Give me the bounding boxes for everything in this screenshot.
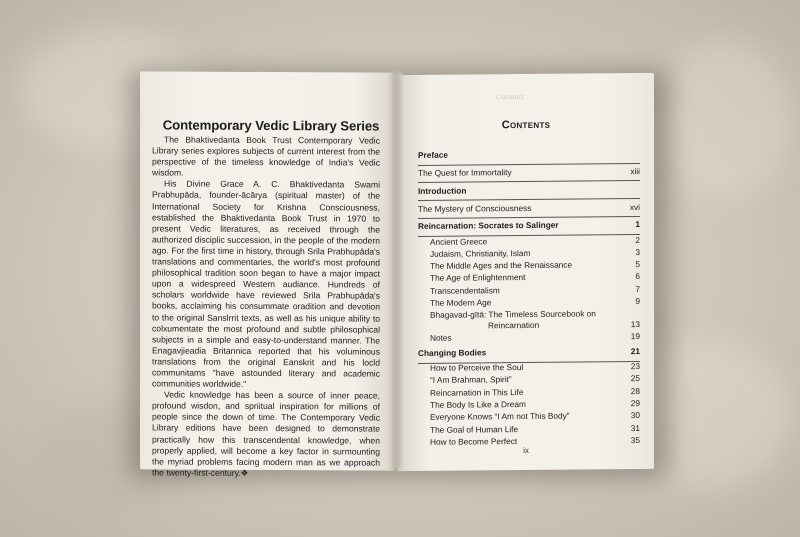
- toc-entry-label: “I Am Brahman, Spirit”: [430, 374, 512, 386]
- toc-entry-page-number: 29: [630, 398, 640, 409]
- toc-entry-label: Reincarnation: Socrates to Salinger: [418, 220, 559, 232]
- toc-entry-row: [418, 163, 640, 182]
- left-page-title: Contemporary Vedic Library Series: [162, 117, 380, 134]
- toc-entry-label: Notes: [430, 332, 452, 343]
- toc-entry-label: Transcendentalism: [430, 284, 500, 296]
- intro-paragraph: The Bhaktivedanta Book Trust Contemporary Vedic Library series explores subjects of current interest from the perspective of the timeless knowledge of India's Vedic wisdom.: [152, 134, 380, 178]
- toc-entry-page-number: 9: [635, 296, 640, 307]
- toc-entry-page-number: 2: [635, 234, 640, 245]
- right-page: [398, 73, 654, 471]
- toc-entry-page-number: 19: [630, 330, 640, 341]
- toc-entry-page-number: 6: [635, 271, 640, 282]
- toc-section-row: [418, 181, 640, 201]
- toc-entry-page-number: xiii: [630, 166, 640, 177]
- toc-entry-page-number: 13: [630, 318, 640, 329]
- book-gutter: [390, 72, 402, 470]
- toc-section-row: [418, 145, 640, 165]
- toc-entry-page-number: 21: [630, 345, 640, 357]
- toc-entry-label: Changing Bodies: [418, 347, 487, 358]
- toc-entry-label: How to Become Perfect: [430, 435, 518, 447]
- toc-entry-label: The Age of Enlightenment: [430, 272, 526, 284]
- toc-entry-page-number: 25: [630, 373, 640, 384]
- toc-entry-label: Introduction: [418, 185, 467, 196]
- toc-entry-label: The Modern Age: [430, 297, 492, 308]
- toc-section-row: [418, 343, 640, 363]
- toc-entry-label: Judaism, Christianity, Islam: [430, 247, 531, 259]
- left-page: [140, 71, 393, 478]
- cloth-fold: [660, 40, 790, 200]
- toc-entry-label: The Goal of Human Life: [430, 423, 519, 435]
- toc-section-row: [418, 216, 640, 236]
- toc-entry-label: The Mystery of Consciousness: [418, 202, 532, 214]
- toc-entry-label: Bhagavad-gītā: The Timeless Sourcebook on: [430, 308, 596, 321]
- toc-entry-label: How to Perceive the Soul: [430, 362, 524, 373]
- toc-entry-page-number: 31: [630, 422, 640, 433]
- toc-entry-page-number: 35: [630, 434, 640, 445]
- toc-entry-row: [418, 199, 640, 218]
- toc-entry-label: Preface: [418, 149, 448, 160]
- toc-entry-page-number: xvi: [629, 201, 640, 212]
- contents-title: Contents: [501, 118, 551, 132]
- founder-paragraph: His Divine Grace A. C. Bhaktivedanta Swami Prabhupāda, founder-ācārya (spiritual master) of the International Society for Krishna Consciousness, established the Bhaktivedanta Book Trust in 1970 to present Vedic literatures, as received through the authorized disciplic succession, in the people of the modern ago. For the first time in history, through Srila Prabhupāda's translations and commentaries, the world's most profound philosophical tradition soon began to have a major impact upon a widespreed Western audiance. Hundreds of scholars worldwide have reviewed Srila Prabhupāda's books, acclaiming his consummate oradition and devotion to the original Sanslrrit texts, as well as his unique ability to colxumentate the most profound and subtle philosophical subjects in a simple and easy-to-understand manner. The Enagavjieadia Britannica reported that his voluminous translations from the original Eanskrit and his locld communitams "have astounded literary and academic communities worldwide.": [152, 178, 380, 389]
- toc-entry-page-number: 3: [635, 246, 640, 257]
- table-of-contents: [418, 145, 640, 449]
- toc-entry-label: Reincarnation: [488, 319, 540, 330]
- left-page-body: [152, 134, 380, 479]
- toc-entry-label: Reincarnation in This Life: [430, 386, 524, 398]
- toc-entry-page-number: 7: [635, 283, 640, 294]
- toc-entry-label: Everyone Knows “I Am not This Body”: [430, 410, 570, 423]
- toc-entry-page-number: 23: [630, 361, 640, 372]
- page-number: ix: [523, 445, 529, 456]
- toc-entry-label: Ancient Greece: [430, 235, 488, 247]
- toc-entry-page-number: 30: [630, 410, 640, 421]
- toc-entry-label: The Middle Ages and the Renaissance: [430, 259, 573, 271]
- toc-entry-label: The Quest for Immortality: [418, 167, 512, 179]
- toc-entry-page-number: 5: [635, 259, 640, 270]
- closing-paragraph: Vedic knowledge has been a source of inner peace, profound wisdon, and spriitual inspiration for millions of people since the down of time. The Contemporary Vedic Library editions have been designed to demonstrate practically how this transcendental knowledge, when properly applied, will become a key factor in surmounting the myriad problems facing modern man as we approach the twenty-first-century.❖: [152, 389, 380, 478]
- toc-entry-page-number: 1: [635, 219, 640, 230]
- toc-entry-label: The Body Is Like a Dream: [430, 399, 526, 410]
- toc-entry-page-number: 28: [630, 385, 640, 396]
- show-through-heading: Contents: [496, 94, 525, 102]
